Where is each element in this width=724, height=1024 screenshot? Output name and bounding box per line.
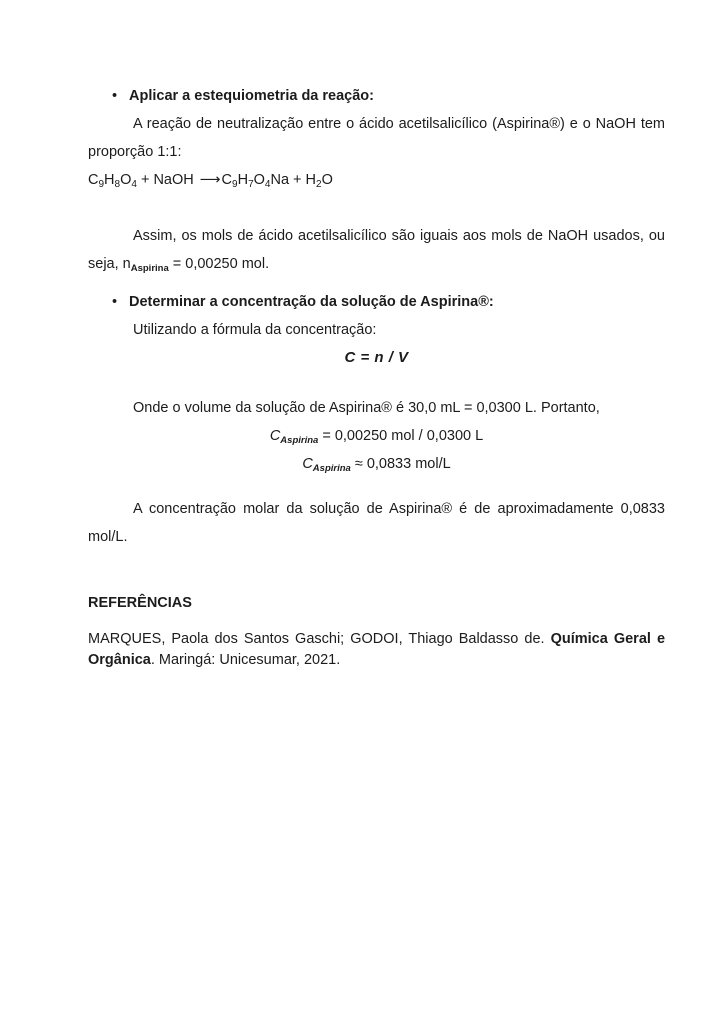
equation-reactant-2: + NaOH [136, 172, 194, 188]
equation-reactant-1: O [120, 172, 132, 188]
reference-publisher: . Maringá: Unicesumar, 2021. [150, 652, 341, 668]
equation-subscript: 4 [264, 179, 271, 190]
paragraph-result: A concentração molar da solução de Aspirina® é de aproximadamente 0,0833 mol/L. [88, 501, 665, 545]
formula-concentration: C = n / V [344, 349, 409, 366]
calculation-line-2 [88, 450, 665, 478]
equation-subscript: 4 [131, 179, 137, 190]
paragraph-mols-conclusion [88, 222, 665, 278]
equation-product-1: H [237, 172, 249, 188]
calc-variable-c: C [302, 456, 313, 472]
equation-product-1: O [253, 172, 265, 188]
calculation-line-1 [88, 422, 665, 450]
mols-subscript-aspirina: Aspirina [130, 263, 169, 274]
calc-subscript-aspirina: Aspirina [280, 435, 319, 446]
reaction-arrow-icon: ⟶ [199, 172, 220, 188]
equation-subscript: 9 [232, 179, 238, 190]
paragraph-reaction-intro: A reação de neutralização entre o ácido acetilsalicílico (Aspirina®) e o NaOH tem proporção 1:1: [88, 116, 665, 160]
bullet-marker-icon: • [112, 88, 118, 104]
equation-reactant-1: H [104, 172, 115, 188]
mols-conclusion-value: = 0,00250 mol. [168, 256, 270, 272]
bullet-item-concentration [88, 288, 665, 316]
bullet-marker-icon: • [112, 294, 118, 310]
paragraph-formula-intro: Utilizando a fórmula da concentração: [133, 322, 377, 338]
equation-product-2: Na + H [270, 172, 317, 188]
chemical-equation [88, 166, 665, 194]
reference-entry [88, 629, 665, 671]
equation-subscript: 8 [114, 179, 121, 190]
calc-subscript-aspirina: Aspirina [312, 463, 351, 474]
paragraph-volume: Onde o volume da solução de Aspirina® é 30,0 mL = 0,0300 L. Portanto, [133, 400, 600, 416]
calc-result: ≈ 0,0833 mol/L [350, 456, 451, 472]
equation-subscript: 9 [98, 179, 105, 190]
equation-subscript: 2 [316, 179, 322, 190]
equation-reactant-1: C [88, 172, 99, 188]
bullet-label-concentration: Determinar a concentração da solução de Aspirina®: [129, 294, 494, 310]
mols-conclusion-text: Assim, os mols de ácido acetilsalicílico são iguais aos mols de NaOH usados, ou seja, n [88, 228, 665, 272]
equation-subscript: 7 [248, 179, 254, 190]
equation-product-2: O [321, 172, 333, 188]
equation-product-1: C [221, 172, 233, 188]
bullet-label-stoichiometry: Aplicar a estequiometria da reação: [129, 88, 374, 104]
reference-title: Química Geral e Orgânica [88, 631, 666, 668]
references-heading: REFERÊNCIAS [88, 595, 192, 611]
bullet-item-stoichiometry [88, 82, 665, 110]
calc-expression: = 0,00250 mol / 0,0300 L [318, 428, 484, 444]
calc-variable-c: C [269, 428, 281, 444]
reference-authors: MARQUES, Paola dos Santos Gaschi; GODOI, Thiago Baldasso de. [88, 631, 551, 647]
